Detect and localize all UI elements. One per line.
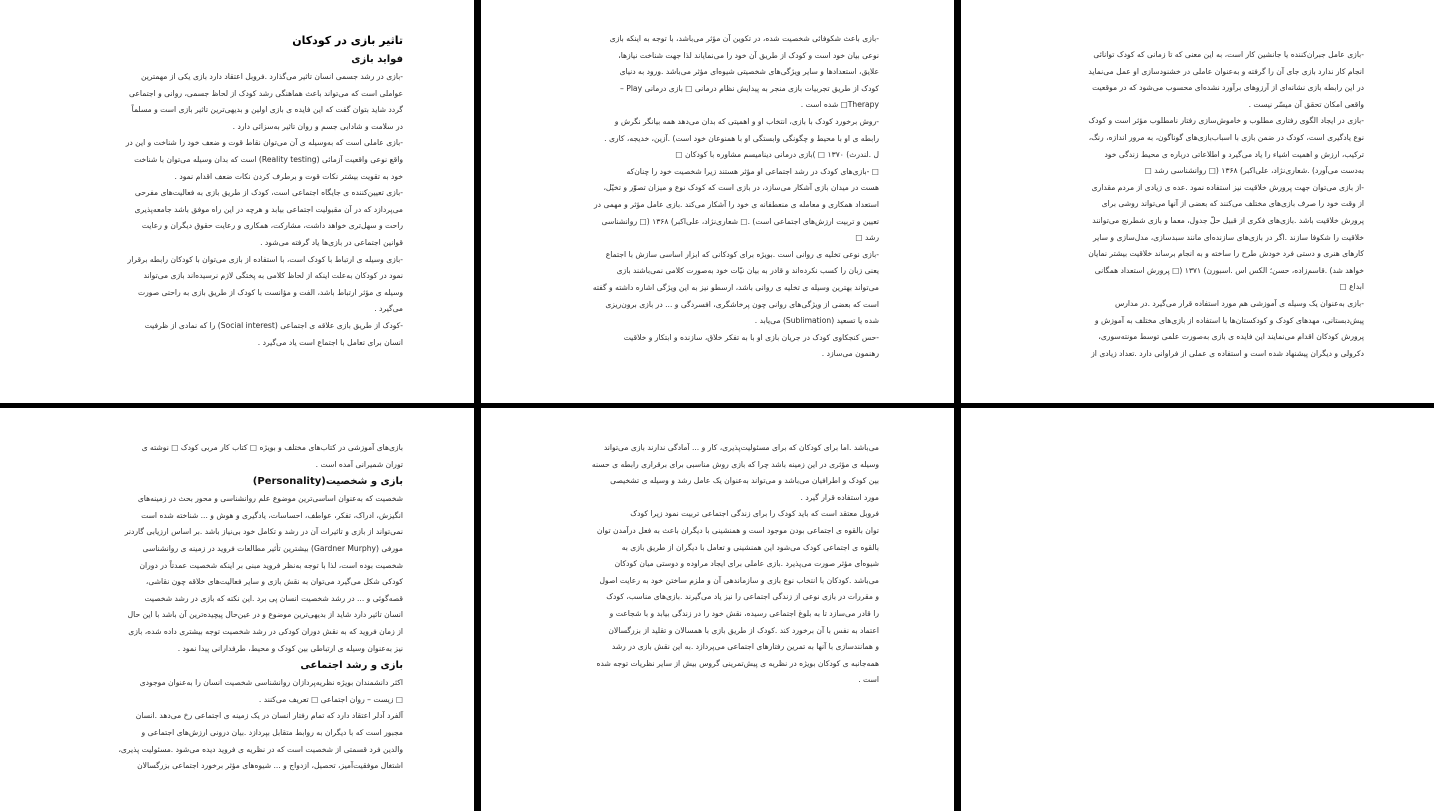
text-line: خود به تقویت بیشتر نکات قوت و برطرف کردن نکات ضعف اقدام نمود . — [174, 171, 403, 181]
text-line: شده یا تسعید (Sublimation) می‌یابد . — [754, 316, 879, 326]
text-line: Therapy□ شده است . — [800, 100, 879, 110]
text-line: می‌باشد .کودکان با انتخاب نوع بازی و سازماندهی آن و ملزم ساختن خود به رعایت اصول — [599, 575, 879, 585]
text-line: توران شمیرانی آمده است . — [315, 459, 403, 469]
text-line: بین کودک و اطرافیان می‌باشد و می‌تواند به‌عنوان یک عامل رشد و وسیله ‌ی تشخیصی — [610, 476, 879, 486]
text-line: اعتماد به نفس با آن برخورد کند .کودک از طریق بازی با همسالان و تقلید از بزرگسالان — [608, 625, 879, 635]
text-line: ابداع □ — [1339, 282, 1364, 292]
text-line: واقعی امکان تحقق آن میسّر نیست . — [1248, 99, 1364, 109]
text-line: قصه‌گوئی و ... در رشد شخصیت انسان پی برد .این نکته که بازی در رشد شخصیت — [144, 593, 403, 603]
text-line: در سلامت و شادابی جسم و روان تاثیر به‌سزائی دارد . — [232, 121, 403, 131]
text-line: مورفی (Gardner Murphy) بیشترین تأثیر مطالعات فروید در زمینه ‌ی روانشناسی — [142, 543, 403, 553]
text-line: ترکیب، ارزش و اهمیت اشیاء را یاد می‌گیرد و اطلاعاتی درباره ‌ی محیط زندگی خود — [1104, 149, 1364, 159]
text-line: -از بازی می‌توان جهت پرورش خلاقیت نیز استفاده نمود .عده ‌ی زیادی از مردم مقداری — [1091, 182, 1364, 192]
document-page-4 — [0, 408, 474, 811]
text-line: گردد شاید بتوان گفت که این فایده ‌ی بازی اولین و بدیهی‌ترین تاثیر بازی است و مسلماً — [131, 105, 403, 115]
text-line: را قادر می‌سازد تا به بلوغ اجتماعی رسیده، نقش خود را در زندگی بیابد و با شجاعت و — [609, 608, 879, 618]
text-line: شخصیت که به‌عنوان اساسی‌ترین موضوع علم روانشناسی و محور بحث در زمینه‌های — [137, 494, 403, 504]
text-line: خلاقیت را شکوفا سازند .اگر در بازی‌های سازنده‌ای مانند سبدسازی، مدل‌سازی و سایر — [1092, 232, 1364, 242]
text-line: علایق، استعدادها و سایر ویژگی‌های شخصیتی شیوه‌ای مؤثر می‌باشد .ورود به دنیای — [619, 67, 879, 77]
text-line: کودک از طریق تجربیات بازی منجر به پیدایش نظام درمانی □ بازی درمانی Play – — [620, 83, 879, 93]
text-line: ل .لندرث) ۱۳۷۰ □ )بازی درمانی دینامیسم مشاوره با کودکان □ — [675, 150, 879, 160]
text-line: آلفرد آدلر اعتقاد دارد که تمام رفتار انسان در یک زمینه ‌ی اجتماعی رخ می‌دهد .انسان — [135, 711, 403, 721]
text-line: است که بعضی از ویژگی‌های روانی چون پرخاشگری، افسردگی و ... در بازی برون‌ریزی — [605, 299, 879, 309]
text-line: پرورش کودکان اقدام می‌نمایند این فایده ‌ی بازی به‌صورت علمی توسط مونته‌سوری، — [1098, 332, 1364, 342]
page-4-text — [73, 440, 403, 775]
text-line: بالقوه ‌ی اجتماعی کودک می‌شود این همنشینی و تعامل با دیگران از طریق بازی به — [621, 542, 879, 552]
section-heading-social-growth: بازی و رشد اجتماعی — [300, 660, 403, 672]
text-line: مورد استفاده قرار گیرد . — [800, 492, 879, 502]
text-line: -بازی به‌عنوان یک وسیله ‌ی آموزشی هم مورد استفاده قرار می‌گیرد .در مدارس — [1115, 298, 1364, 308]
text-line: □ زیست – روان اجتماعی □ تعریف می‌کنند . — [258, 694, 403, 704]
text-line: انجام کار ندارد بازی جای آن را گرفته و به‌عنوان عاملی در خشنودسازی او عمل می‌نماید — [1088, 66, 1364, 76]
document-page-3 — [961, 0, 1434, 403]
document-page-1 — [0, 0, 474, 403]
text-line: از وقت خود را صرف بازی‌های مختلف می‌کنند که بعضی از آنها می‌تواند روشی برای — [1101, 199, 1364, 209]
page-1-lines — [73, 69, 403, 351]
text-line: به‌دست می‌آورد) .شعاری‌نژاد، علی‌اکبر) ۱۳۶۸ (□ روانشناسی رشد □ — [1144, 166, 1364, 176]
text-line: بازی‌های آموزشی در کتاب‌های مختلف و بویژه □ کتاب کار مربی کودک □ نوشته ‌ی — [141, 443, 403, 452]
text-line: -کودک از طریق بازی علاقه ‌ی اجتماعی (Social interest) را که نمادی از ظرفیت — [144, 320, 403, 330]
text-line: رشد □ — [855, 233, 879, 243]
text-line: می‌باشد .اما برای کودکان که برای مسئولیت‌پذیری، کار و ... آمادگی ندارند بازی می‌تواند — [603, 443, 879, 452]
text-line: پیش‌دبستانی، مهدهای کودک و کودکستان‌ها با استفاده از بازی‌های مختلف به آموزش و — [1094, 315, 1364, 325]
text-line: می‌گیرد . — [374, 304, 403, 314]
text-line: دکرولی و دیگران پیشنهاد شده است و استفاده ‌ی عملی از فراوانی دارد .تعداد زیادی از — [1091, 348, 1364, 358]
text-line: در این رابطه بازی نشانه‌ای از آرزوهای برآورد نشده‌ای محسوب می‌شود که در موقعیت — [1092, 83, 1364, 93]
text-line: نمود در کودکان به‌علت اینکه از لحاظ کلامی به پختگی لازم نرسیده‌اند بازی می‌تواند — [143, 271, 403, 281]
page-title: تاثیر بازی در کودکان — [292, 34, 403, 47]
text-line: -روش برخورد کودک با بازی، انتخاب او و اهمیتی که بدان می‌دهد همه بیانگر نگرش و — [614, 116, 879, 126]
text-line: توان بالقوه ‌ی اجتماعی بودن موجود است و همنشینی با دیگران باعث به فعل درآمدن توان — [596, 525, 879, 535]
text-line: واقع نوعی واقعیت آزمائی (Reality testing) است که بدان وسیله می‌توان با شناخت — [134, 154, 403, 164]
text-line: فروبل معتقد است که باید کودک را برای زندگی اجتماعی تربیت نمود زیرا کودک — [630, 509, 879, 519]
text-line: اشتغال موفقیت‌آمیز، تحصیل، ازدواج و ... شیوه‌های مؤثر برخورد اجتماعی بزرگسالان — [137, 761, 403, 771]
text-line: راحت و سهل‌تری خواهد داشت، مشارکت، همکاری و رعایت حقوق دیگران و رعایت — [141, 221, 403, 231]
text-line: نوع یادگیری است، کودک در ضمن بازی با اسباب‌بازی‌های گوناگون، به مرور اندازه، رنگ، — [1088, 132, 1364, 142]
text-line: می‌تواند بهترین وسیله ‌ی تخلیه ‌ی روانی باشد، ارسطو نیز به این ویژگی اشاره داشته و گفته — [592, 282, 879, 292]
text-line: اکثر دانشمندان بویژه نظریه‌پردازان روانشناسی شخصیت انسان را به‌عنوان موجودی — [139, 678, 403, 688]
text-line: وسیله ‌ی مؤثر ارتباط باشد، الفت و مؤانست با کودک از طریق بازی به راحتی صورت — [137, 287, 403, 297]
text-line: -بازی باعث شکوفائی شخصیت شده، در تکوین آن مؤثر می‌باشد، با توجه به اینکه بازی — [609, 34, 879, 43]
text-line: یعنی زبان را کسب نکرده‌اند و قادر به بیان نیّات خود به‌صورت کلامی نمی‌باشند بازی — [616, 266, 879, 276]
text-line: کارهای هنری و دستی فرد خودش طرح را ساخته و به انجام برساند خلاقیت بیشتر نمایان — [1088, 249, 1364, 259]
text-line: والدین فرد قسمتی از شخصیت است که در نظریه ‌ی فروید دیده می‌شود .مسئولیت پذیری، — [118, 744, 403, 754]
text-line: عواملی است که می‌تواند باعث هماهنگی رشد کودک از لحاظ جسمی، روانی و اجتماعی — [129, 88, 403, 98]
text-line: پرورش خلاقیت باشد .بازی‌های فکری از قبیل حلّ جدول، معما و بازی شطرنج می‌توانند — [1092, 215, 1364, 225]
text-line: -بازی عاملی است که به‌وسیله ‌ی آن می‌توان نقاط قوت و ضعف خود را شناخت و این در — [125, 138, 403, 148]
text-line: کودکی شکل می‌گیرد می‌توان به نقش بازی و سایر فعالیت‌های خلاقه چون نقاشی، — [145, 577, 403, 587]
text-line: خواهد شد) .قاسم‌زاده، حسن؛ الکس اس .اسبورن) ۱۳۷۱ (□ پرورش استعداد همگانی — [1094, 265, 1364, 275]
text-line: نمی‌تواند از بازی و تاثیرات آن در رشد و تکامل خود بی‌نیاز باشد .بر اساس ارزیابی گاردنر — [124, 527, 403, 537]
text-line: □ -بازی‌های کودک در رشد اجتماعی او مؤثر هستند زیرا شخصیت خود را چنان‌که — [626, 166, 879, 176]
text-line: -بازی در ایجاد الگوی رفتاری مطلوب و خاموش‌سازی رفتار نامطلوب مؤثر است و کودک — [1088, 116, 1364, 126]
text-line: مجبور است که با دیگران به روابط متقابل بپردازد .بیان درونی ارزش‌های اجتماعی و — [141, 727, 403, 737]
text-line: و مقررات در بازی نوعی از زندگی اجتماعی را نیز یاد می‌گیرند .بازی‌های مناسب، کودک — [606, 592, 879, 602]
section-heading-personality: بازی و شخصیت(Personality) — [252, 476, 403, 488]
text-line: شیوه‌ای مؤثر صورت می‌پذیرد .بازی عاملی برای ایجاد مراوده و دوستی میان کودکان — [614, 559, 879, 569]
text-line: است . — [858, 675, 879, 685]
text-line: شخصیت بوده است، لذا با توجه به‌نظر فروید مبنی بر اینکه شخصیت عمدتاً در دوران — [139, 560, 403, 570]
text-line: رهنمون می‌سازد . — [821, 349, 879, 359]
text-line: استعداد همکاری و معامله ‌ی منعطفانه ‌ی خود را آشکار می‌کند .بازی عامل مؤثر و مهمی در — [593, 199, 879, 209]
page-5-text — [559, 440, 879, 689]
section-heading: فواید بازی — [351, 54, 403, 65]
text-line: وسیله ‌ی مؤثری در این زمینه باشد چرا که بازی روش مناسبی برای برقراری رابطه ‌ی حسنه — [591, 459, 879, 469]
document-page-5 — [481, 408, 954, 811]
page-3-text — [1034, 47, 1364, 362]
text-line: انسان برای تعامل با اجتماع است یاد می‌گیرد . — [257, 337, 403, 347]
text-line: -بازی در رشد جسمی انسان تاثیر می‌گذارد .فروبل اعتقاد دارد بازی یکی از مهمترین — [140, 72, 403, 81]
text-line: هست در میدان بازی آشکار می‌سازد، در بازی است که کودک نوع و میزان تصوّر و تخیّل، — [603, 183, 879, 193]
text-line: رابطه ‌ی او با محیط و چگونگی وابستگی او با همنوعان خود است) .آزین، خدیجه، کاری . — [604, 133, 879, 143]
text-line: نیز به‌عنوان وسیله ‌ی ارتباطی بین کودک و محیط، طرفدارانی پیدا نمود . — [177, 643, 403, 653]
text-line: -بازی وسیله ‌ی ارتباط با کودک است، با استفاده از بازی می‌توان با کودکان رابطه برقرار — [127, 254, 403, 264]
text-line: تعیین و تربیت ارزش‌های اجتماعی است) .□ شعاری‌نژاد، علی‌اکبر) ۱۳۶۸ (□ روانشناسی — [601, 216, 879, 226]
text-line: -حس کنجکاوی کودک در جریان بازی او با به تفکر خلاق، سازنده و ابتکار و خلاقیت — [623, 332, 879, 342]
text-line: نوعی بیان خود است و کودک از طریق آن خود را می‌نمایاند لذا جهت شناخت نیازها، — [618, 50, 879, 60]
page-2-text — [559, 31, 879, 363]
text-line: همه‌جانبه ‌ی کودکان بویژه در نظریه ‌ی پیش‌تمرینی گروس بیش از سایر نظریات توجه شده — [596, 658, 879, 668]
text-line: انگیزش، ادراک، تفکر، عواطف، احساسات، یادگیری و هوش و ... شناخته شده است — [141, 510, 403, 520]
text-line: -بازی عامل جبران‌کننده یا جانشین کار است، به این معنی که تا زمانی که کودک توانائی — [1093, 50, 1364, 59]
text-line: انسان تاثیر دارد شاید از بدیهی‌ترین موضوع و در عین‌حال پیچیده‌ترین آن باشد با این حال — [127, 610, 403, 620]
page-1-text — [73, 31, 403, 351]
text-line: و همانندسازی با آنها به تمرین رفتارهای اجتماعی می‌پردازد .به این نقش بازی در رشد — [611, 642, 879, 652]
text-line: -بازی نوعی تخلیه ‌ی روانی است .بویژه برای کودکانی که ابزار اساسی سازش با اجتماع — [605, 249, 879, 259]
document-page-2 — [481, 0, 954, 403]
text-line: می‌پردازد که در آن مقبولیت اجتماعی بیابد و هرچه در این راه موفق باشد جامعه‌پذیری — [134, 204, 403, 214]
text-line: -بازی تعیین‌کننده ‌ی جایگاه اجتماعی است، کودک از طریق بازی به فعالیت‌های مفرحی — [134, 188, 403, 198]
document-page-6-blank — [961, 408, 1434, 811]
text-line: قوانین اجتماعی در بازی‌ها یاد گرفته می‌شود . — [260, 237, 403, 247]
text-line: از زمان فروید که به نقش دوران کودکی در رشد شخصیت توجه بیشتری داده شده، بازی — [128, 626, 403, 636]
